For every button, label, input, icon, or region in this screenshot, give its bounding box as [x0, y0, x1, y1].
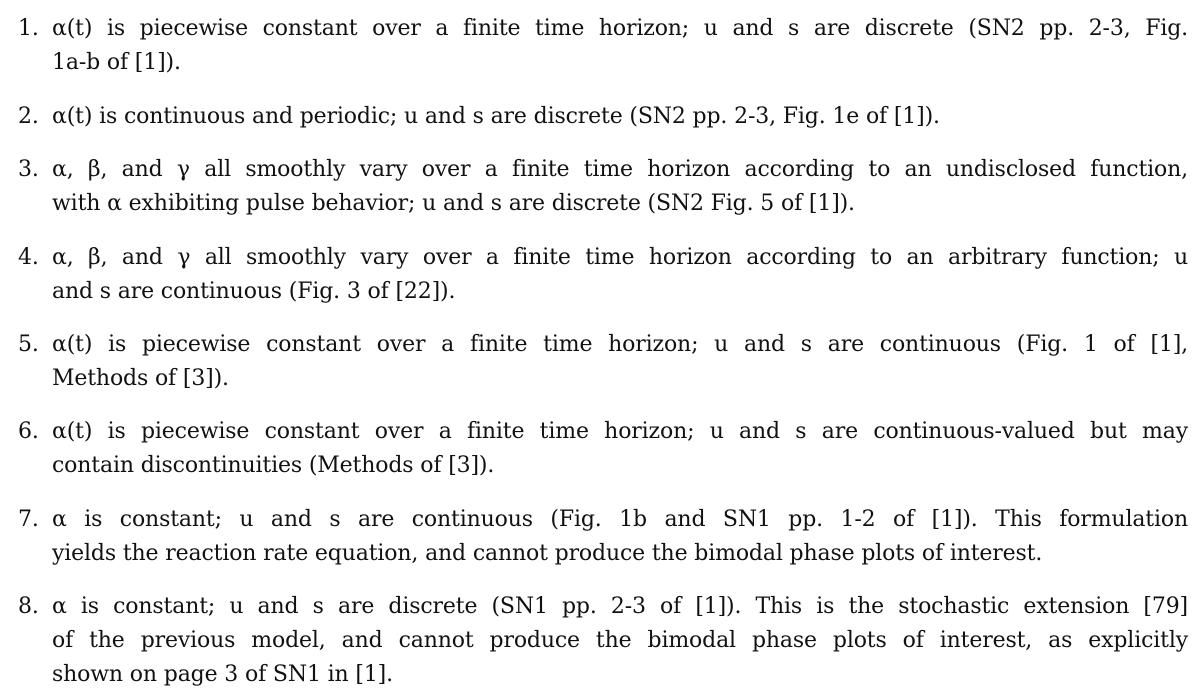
item-number: 6. — [18, 419, 39, 444]
item-line: α is constant; u and s are continuous (Fig. 1b and SN1 pp. 1-2 of [1]). This formulation — [52, 507, 1188, 532]
item-number: 7. — [18, 507, 39, 532]
item-text — [52, 241, 1188, 309]
item-line: and s are continuous (Fig. 3 of [22]). — [52, 279, 456, 304]
item-text — [52, 12, 1188, 80]
item-line: of the previous model, and cannot produce the bimodal phase plots of interest, as explicitly — [52, 628, 1188, 653]
item-text — [52, 153, 1188, 221]
item-line: α(t) is piecewise constant over a finite time horizon; u and s are continuous-valued but may — [52, 419, 1188, 444]
item-number: 4. — [18, 245, 39, 270]
item-line: α, β, and γ all smoothly vary over a finite time horizon according to an arbitrary function; u — [52, 245, 1188, 270]
item-line: 1a-b of [1]). — [52, 50, 181, 75]
item-text — [52, 100, 1188, 134]
item-number: 1. — [18, 16, 39, 41]
item-number: 3. — [18, 157, 39, 182]
item-number: 2. — [18, 104, 39, 129]
item-line: α(t) is piecewise constant over a finite time horizon; u and s are discrete (SN2 pp. 2-3, Fig. — [52, 16, 1188, 41]
item-line: α, β, and γ all smoothly vary over a finite time horizon according to an undisclosed function, — [52, 157, 1188, 182]
item-line: α(t) is continuous and periodic; u and s are discrete (SN2 pp. 2-3, Fig. 1e of [1]). — [52, 104, 940, 129]
item-text — [52, 590, 1188, 692]
item-number: 8. — [18, 594, 39, 619]
item-line: α(t) is piecewise constant over a finite time horizon; u and s are continuous (Fig. 1 of [1], — [52, 332, 1188, 357]
item-line: contain discontinuities (Methods of [3]). — [52, 453, 495, 478]
item-line: Methods of [3]). — [52, 366, 229, 391]
item-text — [52, 415, 1188, 483]
item-text — [52, 503, 1188, 571]
item-line: α is constant; u and s are discrete (SN1 pp. 2-3 of [1]). This is the stochastic extension [79] — [52, 594, 1188, 619]
item-line: yields the reaction rate equation, and cannot produce the bimodal phase plots of interest. — [52, 541, 1043, 566]
item-line: shown on page 3 of SN1 in [1]. — [52, 662, 393, 687]
item-line: with α exhibiting pulse behavior; u and s are discrete (SN2 Fig. 5 of [1]). — [52, 191, 855, 216]
item-text — [52, 328, 1188, 396]
item-number: 5. — [18, 332, 39, 357]
